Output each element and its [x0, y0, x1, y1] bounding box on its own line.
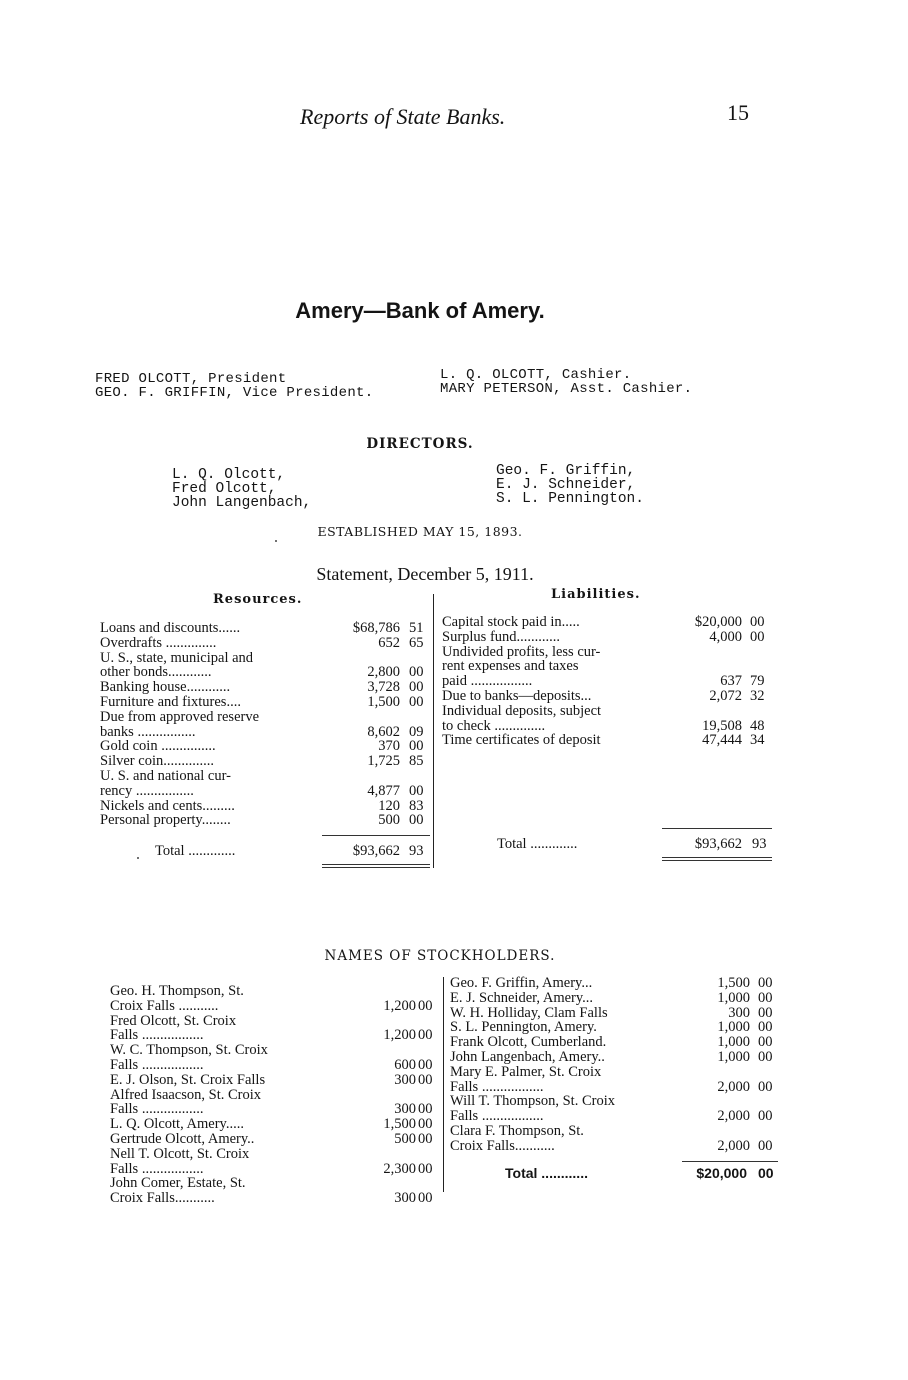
stockholder-row-label: Fred Olcott, St. Croix — [110, 1012, 237, 1029]
print-speck — [275, 540, 277, 542]
officer-president: FRED OLCOTT, President — [95, 371, 287, 387]
resource-row-cents: 00 — [409, 782, 424, 799]
officers-left — [95, 372, 373, 400]
resource-row — [100, 799, 432, 814]
resource-row-label: Personal property........ — [100, 812, 231, 829]
liability-row-label: Individual deposits, subject — [442, 702, 602, 719]
resource-row — [100, 651, 432, 666]
stockholder-row-cents: 00 — [758, 989, 773, 1006]
officer-cashier: L. Q. OLCOTT, Cashier. — [440, 367, 632, 383]
liability-row-label: paid ................. — [442, 673, 533, 690]
stockholder-row-label: E. J. Schneider, Amery... — [450, 989, 594, 1006]
director-name: E. J. Schneider, — [496, 477, 636, 493]
liabilities-total-dollars: $93,662 — [694, 836, 742, 852]
directors-title: DIRECTORS. — [366, 436, 474, 452]
stockholder-row-label: W. H. Holliday, Clam Falls — [450, 1004, 608, 1021]
resource-row-dollars: 4,877 — [367, 782, 400, 799]
liability-row — [442, 630, 772, 645]
stockholder-row-dollars: 1,000 — [717, 989, 750, 1006]
stockholder-row-cents: 00 — [758, 1034, 773, 1051]
resource-row-label: U. S., state, municipal and — [100, 649, 254, 666]
stockholder-row-cents: 00 — [758, 975, 773, 991]
resource-row-cents: 85 — [409, 753, 424, 770]
resource-row — [100, 621, 432, 636]
stockholder-row — [110, 999, 440, 1014]
stockholders-column-divider — [443, 977, 444, 1192]
resource-row-dollars: 3,728 — [367, 679, 400, 696]
liabilities-total-row — [497, 837, 772, 852]
stockholder-row-dollars: 300 — [728, 1004, 750, 1021]
liability-row-cents: 32 — [750, 687, 765, 704]
resources-total-double-rule — [322, 867, 430, 868]
stockholder-row-dollars: 600 — [394, 1056, 416, 1073]
liability-row-label: Surplus fund............ — [442, 628, 561, 645]
stockholder-row — [450, 976, 780, 991]
resource-row-label: Gold coin ............... — [100, 738, 216, 755]
stockholder-row-dollars: 1,500 — [383, 1116, 416, 1133]
stockholder-row — [110, 1132, 440, 1147]
stockholder-row-cents: 00 — [418, 1116, 433, 1133]
resource-row-cents: 00 — [409, 738, 424, 755]
resources-total-rule — [322, 835, 430, 836]
stockholder-row-label: Nell T. Olcott, St. Croix — [110, 1145, 250, 1162]
stockholder-row — [110, 1058, 440, 1073]
liability-row-dollars: 2,072 — [709, 687, 742, 704]
running-head: Reports of State Banks. — [300, 104, 506, 129]
stockholder-row-cents: 00 — [758, 1078, 773, 1095]
stockholder-row — [110, 1073, 440, 1088]
stockholder-row — [450, 1124, 780, 1139]
stockholder-row-label: W. C. Thompson, St. Croix — [110, 1042, 268, 1059]
liability-row — [442, 674, 772, 689]
resource-row-dollars: $68,786 — [352, 620, 400, 636]
stockholder-row-dollars: 1,500 — [717, 975, 750, 991]
stockholder-row — [110, 1117, 440, 1132]
statement-column-divider — [433, 594, 434, 868]
resources-total-cents: 93 — [409, 843, 424, 859]
resources-heading: Resources. — [213, 592, 303, 607]
resource-row-label: U. S. and national cur- — [100, 767, 231, 784]
resource-row-label: Furniture and fixtures.... — [100, 693, 241, 710]
stockholder-row-label: Geo. H. Thompson, St. — [110, 983, 244, 999]
resource-row — [100, 813, 432, 828]
stockholder-row-dollars: 300 — [394, 1101, 416, 1118]
resource-row — [100, 665, 432, 680]
resource-row — [100, 739, 432, 754]
stockholder-row — [450, 1035, 780, 1050]
stockholder-row-dollars: 2,000 — [717, 1137, 750, 1154]
liability-row — [442, 615, 772, 630]
resource-row-dollars: 1,500 — [367, 693, 400, 710]
liability-row — [442, 704, 772, 719]
stockholder-row-label: Falls ................. — [110, 1056, 204, 1073]
stockholder-row-cents: 00 — [418, 1101, 433, 1118]
resource-row-cents: 00 — [409, 664, 424, 681]
stockholder-row-dollars: 500 — [394, 1130, 416, 1147]
liability-row-label: Time certificates of deposit — [442, 732, 601, 749]
resource-row-dollars: 120 — [378, 797, 400, 814]
stockholder-row-label: Croix Falls ........... — [110, 997, 219, 1014]
resource-row-label: rency ................ — [100, 782, 194, 799]
stockholder-row — [110, 1176, 440, 1191]
liability-row-label: Due to banks—deposits... — [442, 687, 592, 704]
resource-row-label: other bonds............ — [100, 664, 212, 681]
liabilities-table — [442, 615, 772, 748]
resource-row-cents: 00 — [409, 693, 424, 710]
resource-row-cents: 00 — [409, 812, 424, 829]
stockholder-row-label: Falls ................. — [110, 1101, 204, 1118]
stockholder-row-cents: 00 — [418, 997, 433, 1014]
stockholder-row — [450, 1094, 780, 1109]
stockholder-row-cents: 00 — [418, 1056, 433, 1073]
stockholder-row — [110, 1014, 440, 1029]
stockholders-left-table — [110, 984, 440, 1206]
director-name: L. Q. Olcott, — [172, 467, 286, 483]
liability-row-label: rent expenses and taxes — [442, 658, 579, 675]
resource-row — [100, 636, 432, 651]
stockholder-row — [110, 984, 440, 999]
resources-total-label: Total ............. — [155, 843, 236, 859]
stockholder-row — [450, 1109, 780, 1124]
liabilities-total-label: Total ............. — [497, 836, 578, 852]
stockholder-row-label: Falls ................. — [450, 1078, 544, 1095]
stockholders-total-rule — [682, 1161, 778, 1162]
stockholder-row-cents: 00 — [758, 1048, 773, 1065]
resource-row-dollars: 2,800 — [367, 664, 400, 681]
resource-row-label: Loans and discounts...... — [100, 620, 241, 636]
liability-row-cents: 48 — [750, 717, 765, 734]
stockholder-row-cents: 00 — [418, 1071, 433, 1088]
resource-row — [100, 710, 432, 725]
stockholder-row-cents: 00 — [758, 1004, 773, 1021]
stockholder-row-label: L. Q. Olcott, Amery..... — [110, 1116, 244, 1133]
liability-row — [442, 733, 772, 748]
stockholder-row-dollars: 1,000 — [717, 1048, 750, 1065]
resource-row-label: Silver coin.............. — [100, 753, 214, 770]
liability-row-cents: 00 — [750, 628, 765, 645]
liability-row-label: Undivided profits, less cur- — [442, 643, 601, 660]
stockholder-row — [450, 1020, 780, 1035]
stockholder-row — [110, 1162, 440, 1177]
stockholder-row — [450, 1065, 780, 1080]
resource-row-label: Nickels and cents......... — [100, 797, 235, 814]
liability-row-dollars: 4,000 — [709, 628, 742, 645]
resource-row — [100, 769, 432, 784]
liability-row-cents: 00 — [750, 614, 765, 630]
resources-table — [100, 621, 432, 828]
stockholder-row — [110, 1043, 440, 1058]
liability-row-label: Capital stock paid in..... — [442, 614, 580, 630]
liabilities-total-rule — [662, 828, 772, 829]
stockholders-title: NAMES OF STOCKHOLDERS. — [324, 948, 556, 964]
stockholder-row-label: Croix Falls........... — [110, 1190, 215, 1207]
resource-row-cents: 83 — [409, 797, 424, 814]
stockholder-row-cents: 00 — [418, 1027, 433, 1044]
resource-row-dollars: 8,602 — [367, 723, 400, 740]
directors-left — [172, 468, 311, 510]
resource-row-cents: 00 — [409, 679, 424, 696]
stockholder-row — [110, 1028, 440, 1043]
stockholder-row-label: Gertrude Olcott, Amery.. — [110, 1130, 255, 1147]
stockholder-row — [110, 1147, 440, 1162]
stockholder-row-dollars: 1,200 — [383, 997, 416, 1014]
stockholder-row-label: Frank Olcott, Cumberland. — [450, 1034, 607, 1051]
resource-row-label: banks ................ — [100, 723, 196, 740]
stockholder-row-dollars: 300 — [394, 1071, 416, 1088]
stockholder-row-dollars: 2,300 — [383, 1160, 416, 1177]
resource-row-dollars: 652 — [378, 634, 400, 651]
stockholder-row-cents: 00 — [758, 1137, 773, 1154]
resource-row-dollars: 370 — [378, 738, 400, 755]
stockholder-row-label: John Comer, Estate, St. — [110, 1175, 246, 1192]
resource-row-cents: 65 — [409, 634, 424, 651]
stockholder-row — [110, 1088, 440, 1103]
stockholder-row-dollars: 300 — [394, 1190, 416, 1207]
stockholders-total-label: Total ............ — [505, 1165, 588, 1181]
stockholder-row-label: Falls ................. — [450, 1108, 544, 1125]
liability-row-cents: 79 — [750, 673, 765, 690]
stockholder-row-label: Will T. Thompson, St. Croix — [450, 1093, 615, 1110]
liability-row-dollars: 19,508 — [702, 717, 742, 734]
stockholder-row-label: S. L. Pennington, Amery. — [450, 1019, 597, 1036]
resource-row — [100, 680, 432, 695]
liability-row — [442, 645, 772, 660]
resource-row-dollars: 1,725 — [367, 753, 400, 770]
resource-row-dollars: 500 — [378, 812, 400, 829]
bank-title: Amery—Bank of Amery. — [295, 298, 545, 323]
resource-row — [100, 754, 432, 769]
resources-total-double-rule — [322, 864, 430, 865]
stockholder-row — [110, 1191, 440, 1206]
resource-row-label: Due from approved reserve — [100, 708, 260, 725]
resources-total-row — [155, 844, 432, 859]
stockholder-row-dollars: 2,000 — [717, 1108, 750, 1125]
stockholder-row-label: Mary E. Palmer, St. Croix — [450, 1063, 602, 1080]
established-date: ESTABLISHED MAY 15, 1893. — [317, 524, 523, 539]
stockholder-row-cents: 00 — [418, 1190, 433, 1207]
liabilities-total-cents: 93 — [752, 836, 767, 852]
stockholders-total-row — [505, 1166, 780, 1181]
page-number: 15 — [727, 100, 749, 125]
resource-row-cents: 09 — [409, 723, 424, 740]
stockholders-total-cents: 00 — [758, 1165, 774, 1181]
resource-row — [100, 695, 432, 710]
stockholder-row-label: Falls ................. — [110, 1027, 204, 1044]
officer-vice-president: GEO. F. GRIFFIN, Vice President. — [95, 385, 374, 401]
stockholder-row — [450, 1139, 780, 1154]
officers-right — [440, 368, 692, 396]
stockholder-row-label: John Langenbach, Amery.. — [450, 1048, 605, 1065]
stockholder-row — [110, 1102, 440, 1117]
director-name: Geo. F. Griffin, — [496, 463, 636, 479]
statement-title: Statement, December 5, 1911. — [316, 564, 534, 584]
director-name: Fred Olcott, — [172, 481, 277, 497]
liability-row-dollars: $20,000 — [694, 614, 742, 630]
directors-right — [496, 464, 644, 506]
stockholder-row — [450, 1050, 780, 1065]
stockholders-total-dollars: $20,000 — [696, 1165, 747, 1181]
liabilities-heading: Liabilities. — [551, 587, 641, 602]
stockholder-row-label: Croix Falls........... — [450, 1137, 555, 1154]
stockholder-row-label: Geo. F. Griffin, Amery... — [450, 975, 593, 991]
print-speck — [137, 857, 139, 859]
liability-row — [442, 659, 772, 674]
liability-row-label: to check .............. — [442, 717, 546, 734]
stockholder-row-cents: 00 — [758, 1019, 773, 1036]
resource-row — [100, 725, 432, 740]
resource-row-label: Overdrafts .............. — [100, 634, 217, 651]
stockholder-row — [450, 1080, 780, 1095]
stockholder-row-cents: 00 — [758, 1108, 773, 1125]
resource-row-label: Banking house............ — [100, 679, 231, 696]
liability-row-cents: 34 — [750, 732, 765, 749]
stockholder-row-cents: 00 — [418, 1130, 433, 1147]
stockholder-row-dollars: 2,000 — [717, 1078, 750, 1095]
liability-row — [442, 689, 772, 704]
liabilities-total-double-rule — [662, 860, 772, 861]
stockholder-row-label: Falls ................. — [110, 1160, 204, 1177]
officer-asst-cashier: MARY PETERSON, Asst. Cashier. — [440, 381, 693, 397]
resources-total-dollars: $93,662 — [352, 843, 400, 859]
stockholder-row-dollars: 1,200 — [383, 1027, 416, 1044]
stockholder-row — [450, 991, 780, 1006]
liability-row — [442, 719, 772, 734]
liability-row-dollars: 47,444 — [702, 732, 742, 749]
stockholder-row-label: E. J. Olson, St. Croix Falls — [110, 1071, 266, 1088]
stockholder-row-dollars: 1,000 — [717, 1034, 750, 1051]
stockholder-row-cents: 00 — [418, 1160, 433, 1177]
stockholder-row-label: Clara F. Thompson, St. — [450, 1122, 584, 1139]
liabilities-total-double-rule — [662, 857, 772, 858]
liability-row-dollars: 637 — [720, 673, 742, 690]
resource-row-cents: 51 — [409, 620, 424, 636]
stockholder-row — [450, 1006, 780, 1021]
director-name: John Langenbach, — [172, 495, 312, 511]
stockholder-row-label: Alfred Isaacson, St. Croix — [110, 1086, 262, 1103]
resource-row — [100, 784, 432, 799]
director-name: S. L. Pennington. — [496, 491, 644, 507]
stockholder-row-dollars: 1,000 — [717, 1019, 750, 1036]
stockholders-right-table — [450, 976, 780, 1154]
